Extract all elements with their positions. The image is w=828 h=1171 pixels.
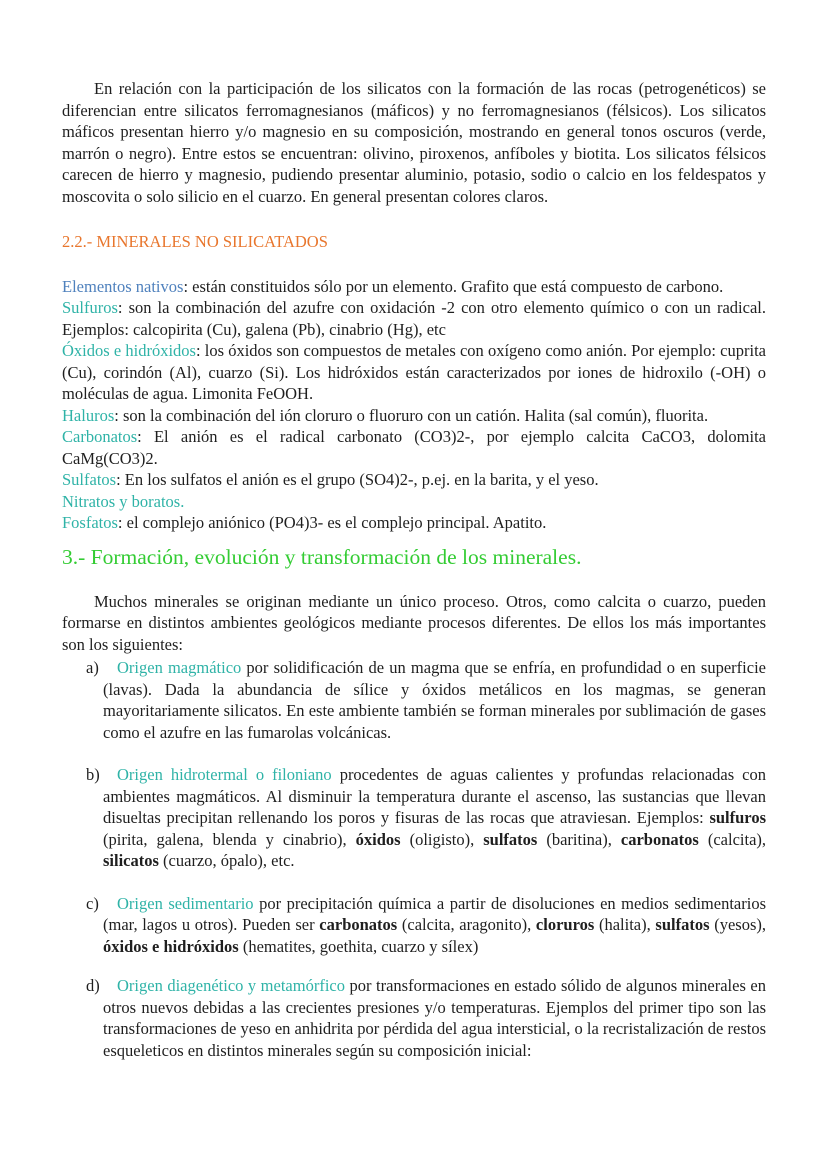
text-segment: por transformaciones en estado sólido de algunos minerales en otros nuevos debidas a las crecientes presiones y/o temperaturas. Ejemplos del primer tipo son las transformaciones de yeso en anhidrita por pérdida del agua intersticial, o la recristalización de restos esqueleticos en distintos minerales según su composición inicial: [103,976,766,1060]
origin-item-sedimentario [62,893,766,958]
text-segment: (cuarzo, ópalo), etc. [158,851,295,870]
term-label: Óxidos e hidróxidos [62,341,196,360]
section-3-heading: 3.- Formación, evolución y transformación de los minerales. [62,544,582,569]
definition-item-haluros [62,405,766,427]
list-letter: a) [86,658,99,677]
term-label: Sulfuros [62,298,118,317]
text-segment: por solidificación de un magma que se enfría, en profundidad o en superficie (lavas). Dada la abundancia de sílice y óxidos metálicos en los magmas, se generan mayoritariamente silicatos. En este ambiente también se forman minerales por sublimación de gases como el azufre en las fumarolas volcánicas. [103,658,766,742]
text-segment: carbonatos [620,829,699,849]
text-segment: (halita), [594,915,656,934]
definition-item-nitratos-y-boratos [62,491,766,513]
definition-item-sulfatos [62,469,766,491]
term-label: Elementos nativos [62,276,184,296]
term-label: Nitratos y boratos. [62,491,185,511]
origin-types-list [62,657,766,1061]
intro-paragraph: En relación con la participación de los silicatos con la formación de las rocas (petrogenéticos) se diferencian entre silicatos ferromagnesianos (máficos) y no ferromagnesianos (félsicos). Los silicatos máficos presentan hierro y/o magnesio en su composición, mostrando en general tonos oscuros (verde, marrón o negro). Entre estos se encuentran: olivino, piroxenos, anfíboles y biotita. Los silicatos félsicos carecen de hierro y magnesio, pudiendo presentar aluminio, potasio, sodio o calcio en los feldespatos y moscovita o solo silicio en el cuarzo. En general presentan colores claros. [62,79,766,206]
origin-term: Origen diagenético y metamórfico [117,976,345,995]
origin-term: Origen hidrotermal o filoniano [117,765,332,784]
origin-item-hidrotermal [62,764,766,872]
text-segment: (calcita), [698,829,767,849]
definition-text: : En los sulfatos el anión es el grupo (SO4)2-, p.ej. en la barita, y el yeso. [116,470,599,489]
text-segment: (yesos), [709,915,766,934]
text-segment: (hematites, goethita, cuarzo y sílex) [238,936,479,956]
definition-text: : son la combinación del ión cloruro o fluoruro con un catión. Halita (sal común), fluorita. [114,405,709,425]
definition-text: : están constituidos sólo por un elemento. Grafito que está compuesto de carbono. [183,276,724,296]
definition-text: : los óxidos son compuestos de metales con oxígeno como anión. Por ejemplo: cuprita (Cu), corindón (Al), cuarzo (Si). Los hidróxidos están caracterizados por iones de hidroxilo (-OH) o moléculas de agua. Limonita FeOOH. [62,341,766,403]
text-segment: sulfuros [709,808,766,827]
text-segment: (baritina), [537,829,621,849]
list-letter: b) [86,765,100,784]
term-label: Haluros [62,405,115,425]
term-label: Sulfatos [62,470,117,489]
list-letter: d) [86,976,100,995]
definition-item-fosfatos [62,512,766,534]
text-segment: silicatos [103,851,159,870]
text-segment: sulfatos [655,915,710,934]
text-segment: (calcita, aragonito), [397,915,536,934]
term-label: Carbonatos [62,427,138,446]
section-3-intro: Muchos minerales se originan mediante un único proceso. Otros, como calcita o cuarzo, pueden formarse en distintos ambientes geológicos mediante procesos diferentes. De ellos los más importantes son los siguientes: [62,591,766,654]
origin-item-magmatico [62,657,766,743]
definition-item-elementos-nativos [62,276,766,298]
origin-term: Origen magmático [117,658,242,677]
mineral-classes-list [62,276,766,534]
text-segment: cloruros [535,915,595,934]
text-segment: (oligisto), [400,829,484,849]
text-segment: procedentes de aguas calientes y profundas relacionadas con ambientes magmáticos. Al disminuir la temperatura durante el ascenso, las sustancias que llevan disueltas precipitan rellenando los poros y fisuras de las rocas que atraviesan. Ejemplos: [103,765,766,827]
definition-text: : son la combinación del azufre con oxidación -2 con otro elemento químico o con un radical. Ejemplos: calcopirita (Cu), galena (Pb), cinabrio (Hg), etc [62,298,766,339]
text-segment: óxidos [355,829,401,849]
definition-item-oxidos-e-hidroxidos [62,340,766,405]
term-label: Fosfatos [62,513,118,532]
text-segment: (pirita, galena, blenda y cinabrio), [103,829,356,849]
text-segment: carbonatos [319,915,398,934]
origin-term: Origen sedimentario [117,893,254,913]
page-content [62,0,766,1061]
text-segment: por precipitación química a partir de disoluciones en medios sedimentarios (mar, lagos u otros). Pueden ser [103,893,766,934]
origin-item-diagenetico-metamorfico [62,975,766,1061]
definition-item-sulfuros [62,297,766,340]
text-segment: óxidos e hidróxidos [103,936,239,956]
definition-text: : El anión es el radical carbonato (CO3)2-, por ejemplo calcita CaCO3, dolomita CaMg(CO3)2. [62,427,766,468]
list-letter: c) [86,893,99,913]
definition-item-carbonatos [62,426,766,469]
text-segment: sulfatos [483,829,538,849]
definition-text: : el complejo aniónico (PO4)3- es el complejo principal. Apatito. [117,513,547,532]
section-2-2-heading: 2.2.- MINERALES NO SILICATADOS [62,232,328,251]
